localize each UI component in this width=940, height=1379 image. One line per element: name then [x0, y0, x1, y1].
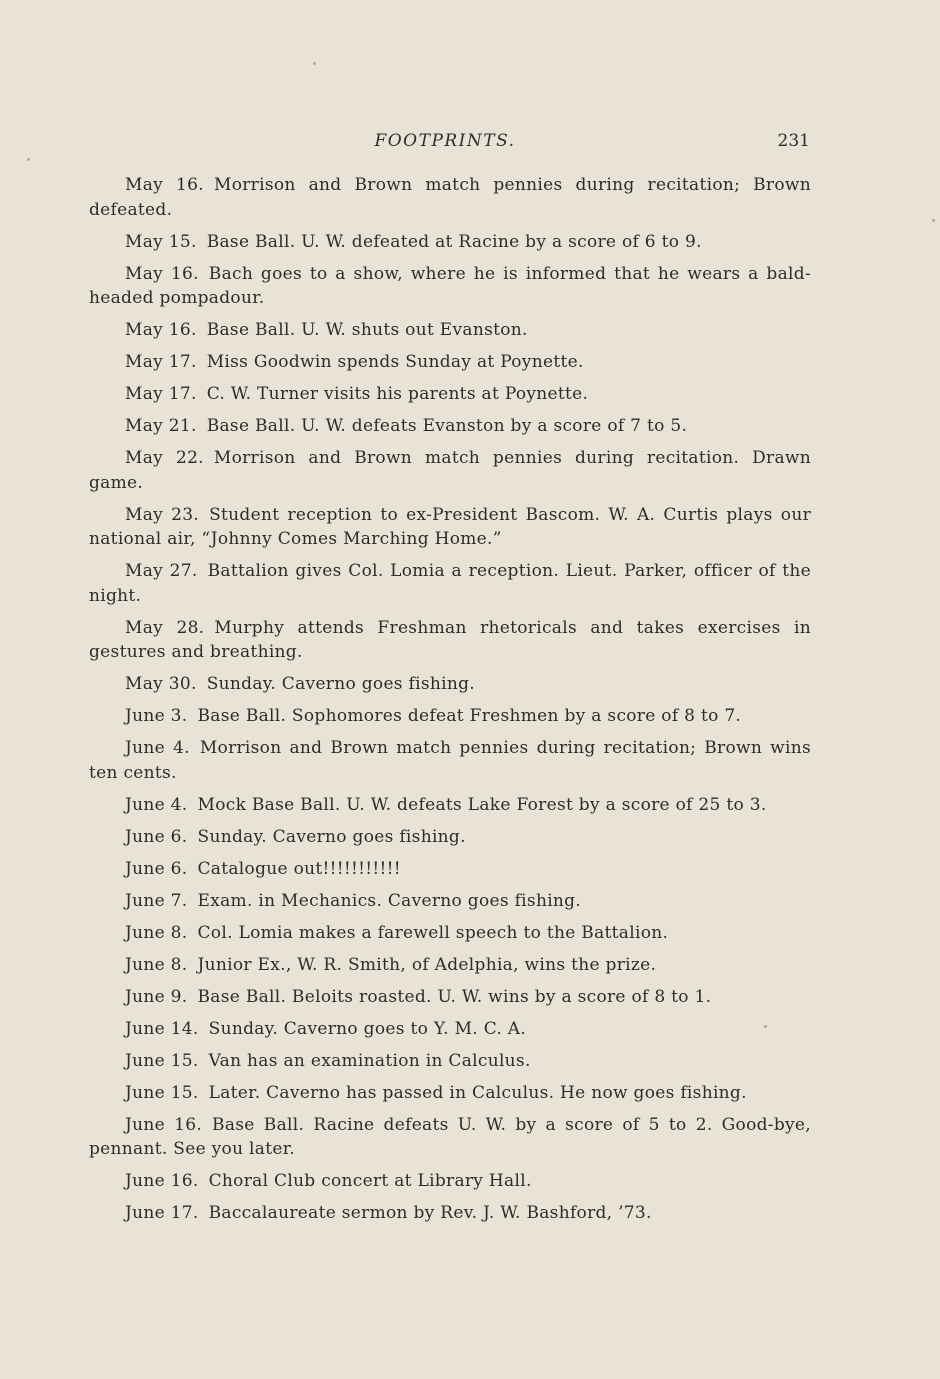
entry-text: Catalogue out!!!!!!!!!!! [197, 858, 401, 879]
entry-date: May 17. [125, 352, 197, 372]
entry [89, 616, 811, 665]
entry [89, 446, 811, 495]
entry [89, 672, 811, 697]
entry [89, 382, 811, 407]
entry-date: June 7. [125, 890, 188, 911]
entry-date: June 4. [125, 794, 188, 815]
entry-text: Base Ball. Beloits roasted. U. W. wins by a score of 8 to 1. [197, 986, 712, 1007]
paper-speck [764, 1025, 767, 1028]
paper-speck [932, 219, 935, 222]
entry [89, 889, 811, 914]
page-number: 231 [777, 131, 810, 151]
entry-text: Bach goes to a show, where he is informed that he wears a bald-headed pompadour. [89, 263, 811, 308]
entry-date: June 6. [125, 826, 188, 847]
entry [89, 1049, 811, 1074]
entry [89, 953, 811, 978]
entry-date: May 16. [125, 175, 204, 195]
entry-text: Miss Goodwin spends Sunday at Poynette. [206, 352, 584, 372]
entry-date: June 15. [125, 1050, 199, 1071]
paper-speck [27, 158, 30, 161]
entry-date: June 8. [125, 954, 188, 975]
entry-date: June 17. [125, 1203, 199, 1223]
entry-text: Morrison and Brown match pennies during recitation; Brown wins ten cents. [89, 738, 811, 783]
entry-date: May 30. [125, 674, 197, 694]
entry-date: June 8. [125, 922, 188, 943]
entry [89, 985, 811, 1010]
entry-text: Choral Club concert at Library Hall. [208, 1171, 532, 1191]
entry-date: May 17. [125, 384, 197, 404]
entry [89, 262, 811, 311]
entry-date: June 6. [125, 858, 188, 879]
entry [89, 173, 811, 222]
entry-date: May 23. [125, 504, 200, 525]
entry [89, 559, 811, 608]
entry-text: C. W. Turner visits his parents at Poynette. [206, 384, 589, 404]
entry [89, 825, 811, 850]
entry-text: Later. Caverno has passed in Calculus. He now goes fishing. [208, 1082, 747, 1103]
entry-text: Battalion gives Col. Lomia a reception. Lieut. Parker, officer of the night. [89, 561, 812, 606]
entry-date: May 22. [125, 448, 204, 468]
entry [89, 857, 811, 882]
entry-text: Junior Ex., W. R. Smith, of Adelphia, wins the prize. [197, 954, 657, 975]
entry-date: June 14. [125, 1018, 199, 1039]
entry-text: Base Ball. Racine defeats U. W. by a score of 5 to 2. Good-bye, pennant. See you later. [89, 1114, 811, 1159]
entry-date: May 16. [125, 320, 197, 340]
entry [89, 921, 811, 946]
entry-text: Baccalaureate sermon by Rev. J. W. Bashford, ’73. [208, 1203, 652, 1223]
entry-text: Base Ball. U. W. defeated at Racine by a score of 6 to 9. [206, 231, 702, 252]
entry-date: May 28. [125, 617, 205, 638]
entry-text: Murphy attends Freshman rhetoricals and takes exercises in gestures and breathing. [89, 617, 811, 662]
entry [89, 1081, 811, 1106]
entry-text: Base Ball. Sophomores defeat Freshmen by a score of 8 to 7. [197, 706, 742, 726]
entry-text: Morrison and Brown match pennies during recitation; Brown defeated. [89, 175, 811, 220]
entry-date: May 21. [125, 416, 197, 436]
diary-entries [89, 173, 811, 1233]
entry [89, 736, 811, 785]
entry-date: May 15. [125, 231, 197, 252]
entry-text: Col. Lomia makes a farewell speech to the Battalion. [197, 922, 669, 943]
entry-date: June 4. [125, 738, 190, 758]
entry [89, 414, 811, 439]
page-header [0, 131, 940, 155]
entry-text: Exam. in Mechanics. Caverno goes fishing. [197, 890, 582, 911]
entry-text: Base Ball. U. W. shuts out Evanston. [206, 320, 528, 340]
entry-text: Sunday. Caverno goes to Y. M. C. A. [208, 1018, 527, 1039]
entry-text: Sunday. Caverno goes fishing. [197, 826, 466, 847]
entry [89, 1017, 811, 1042]
entry [89, 503, 811, 552]
entry [89, 704, 811, 729]
entry-date: May 16. [125, 263, 199, 284]
entry [89, 793, 811, 818]
entry-text: Morrison and Brown match pennies during recitation. Drawn game. [89, 448, 811, 493]
entry-text: Mock Base Ball. U. W. defeats Lake Forest by a score of 25 to 3. [197, 794, 767, 815]
entry-text: Student reception to ex-President Bascom. W. A. Curtis plays our national air, “Johnny Comes Marching Home.” [89, 504, 811, 549]
entry-text: Sunday. Caverno goes fishing. [206, 674, 476, 694]
entry [89, 318, 811, 343]
entry [89, 1201, 811, 1226]
entry [89, 350, 811, 375]
entry [89, 230, 811, 255]
running-title: FOOTPRINTS. [374, 131, 516, 151]
entry-date: May 27. [125, 561, 198, 581]
entry [89, 1169, 811, 1194]
entry [89, 1113, 811, 1162]
entry-date: June 3. [125, 706, 188, 726]
paper-speck [313, 62, 316, 65]
entry-text: Van has an examination in Calculus. [208, 1050, 531, 1071]
entry-date: June 16. [125, 1114, 203, 1135]
entry-text: Base Ball. U. W. defeats Evanston by a score of 7 to 5. [206, 416, 688, 436]
entry-date: June 15. [125, 1082, 199, 1103]
entry-date: June 9. [125, 986, 188, 1007]
entry-date: June 16. [125, 1171, 199, 1191]
